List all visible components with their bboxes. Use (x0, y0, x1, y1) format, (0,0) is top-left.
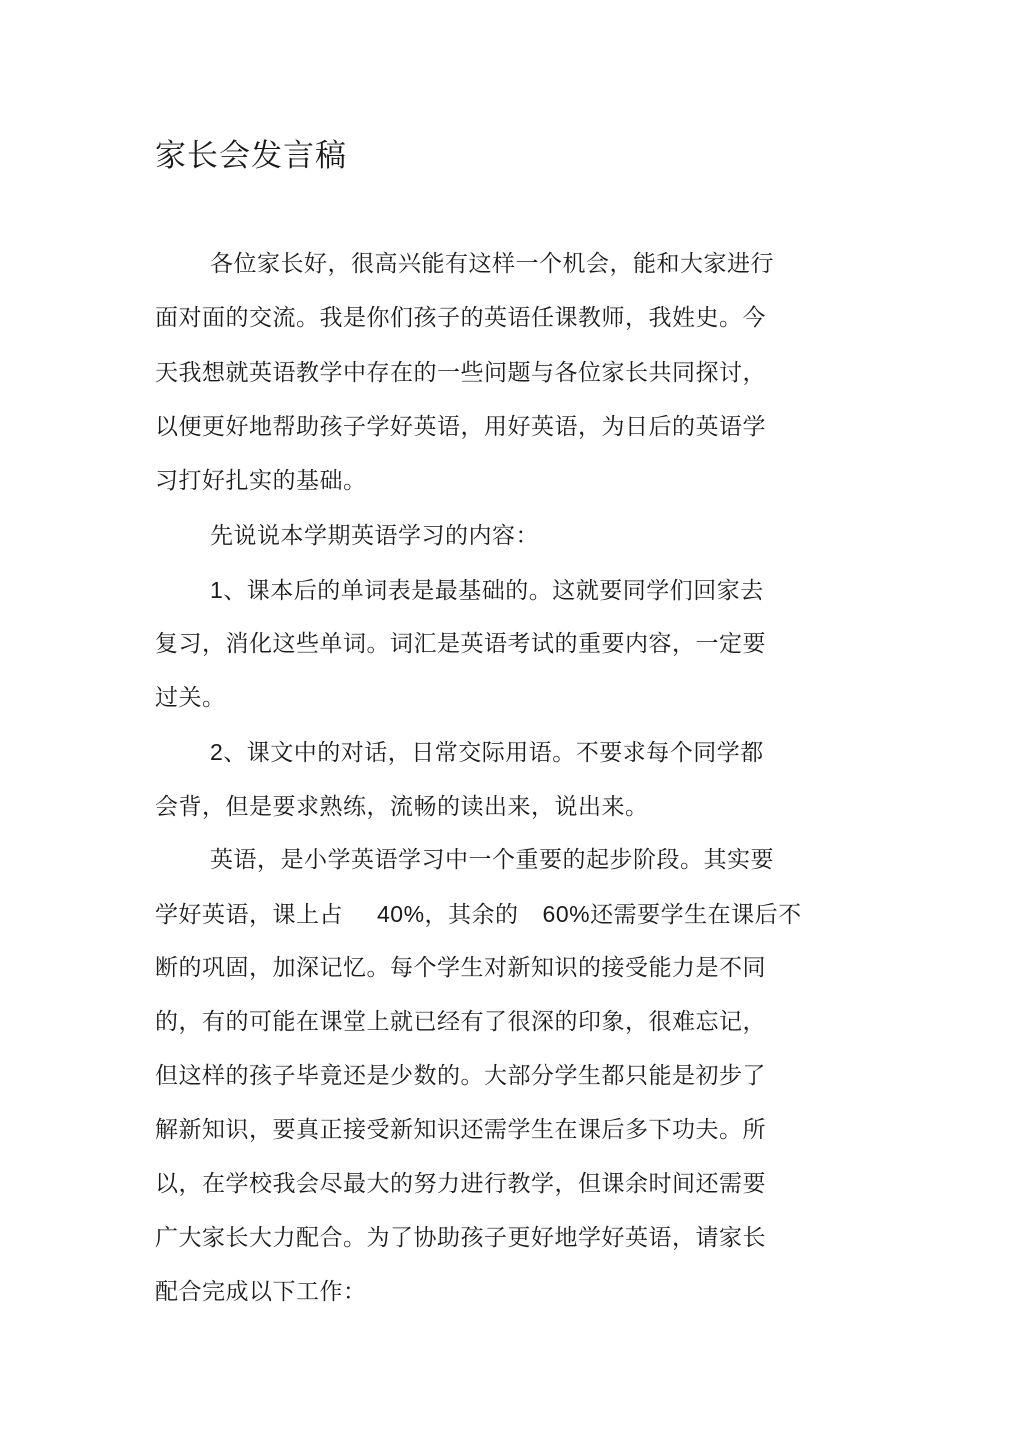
list-item-text: 课本后的单词表是最基础的。这就要同学们回家去 (246, 578, 764, 604)
list-number: 2、 (210, 739, 247, 765)
list-item-1 (210, 573, 764, 608)
paragraph-line: 习打好扎实的基础。 (155, 468, 367, 494)
document-title: 家长会发言稿 (155, 138, 347, 174)
text-segment: 还需要学生在课后不 (590, 902, 802, 928)
list-item-2 (210, 735, 764, 770)
paragraph-line-with-percentages (155, 897, 802, 932)
paragraph-line: 广大家长大力配合。为了协助孩子更好地学好英语，请家长 (155, 1225, 766, 1251)
paragraph-line: 解新知识，要真正接受新知识还需学生在课后多下功夫。所 (155, 1117, 766, 1143)
paragraph-line: 的，有的可能在课堂上就已经有了很深的印象，很难忘记， (155, 1009, 766, 1035)
paragraph-line: 天我想就英语教学中存在的一些问题与各位家长共同探讨， (155, 360, 766, 386)
paragraph-line: 各位家长好，很高兴能有这样一个机会，能和大家进行 (210, 251, 774, 277)
text-segment: 学好英语，课上占 (155, 902, 343, 928)
paragraph-line: 英语，是小学英语学习中一个重要的起步阶段。其实要 (210, 847, 774, 873)
paragraph-line: 但这样的孩子毕竟还是少数的。大部分学生都只能是初步了 (155, 1063, 766, 1089)
paragraph-line: 面对面的交流。我是你们孩子的英语任课教师，我姓史。今 (155, 305, 766, 331)
paragraph-line: 以，在学校我会尽最大的努力进行教学，但课余时间还需要 (155, 1171, 766, 1197)
paragraph-line: 以便更好地帮助孩子学好英语，用好英语，为日后的英语学 (155, 414, 766, 440)
paragraph-line: 配合完成以下工作： (155, 1279, 367, 1305)
paragraph-line: 断的巩固，加深记忆。每个学生对新知识的接受能力是不同 (155, 955, 766, 981)
percentage-60: 60% (542, 901, 591, 927)
paragraph-line: 会背，但是要求熟练，流畅的读出来，说出来。 (155, 794, 649, 820)
text-segment: ，其余的 (424, 902, 519, 928)
list-item-text: 课文中的对话，日常交际用语。不要求每个同学都 (246, 740, 764, 766)
paragraph-line: 先说说本学期英语学习的内容： (210, 523, 539, 549)
percentage-40: 40% (377, 901, 425, 927)
list-number: 1、 (210, 577, 247, 603)
paragraph-line: 过关。 (155, 685, 226, 711)
paragraph-line: 复习，消化这些单词。词汇是英语考试的重要内容，一定要 (155, 631, 766, 657)
